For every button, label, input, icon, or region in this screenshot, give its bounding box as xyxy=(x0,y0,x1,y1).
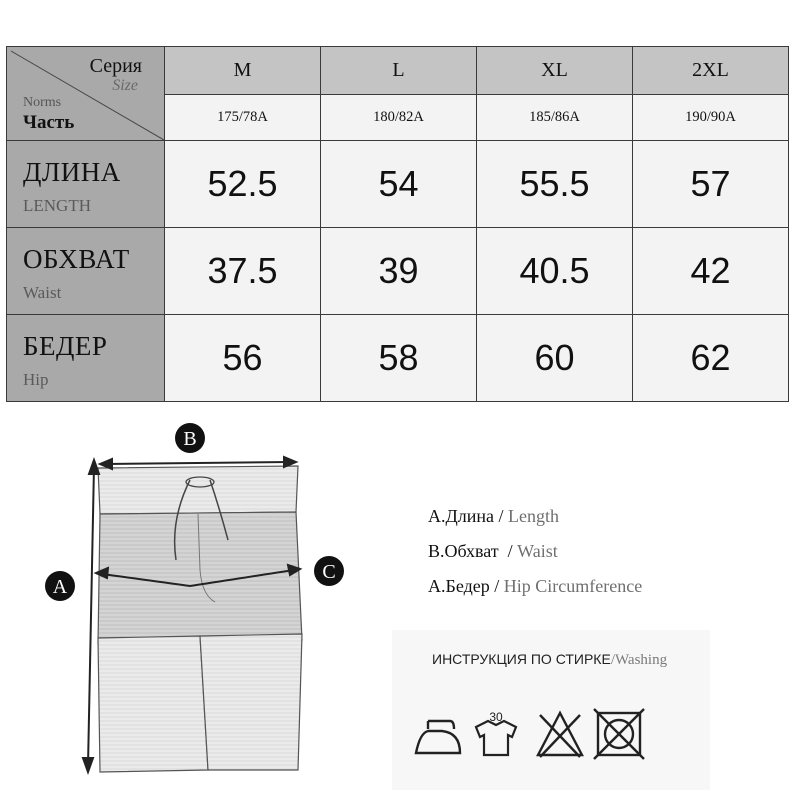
legend-item-waist xyxy=(428,538,642,573)
size-header-2xl: 2XL xyxy=(633,47,789,95)
svg-text:B: B xyxy=(183,428,197,450)
size-header-m: M xyxy=(165,47,321,95)
washing-title-ru: ИНСТРУКЦИЯ ПО СТИРКЕ xyxy=(432,651,611,667)
shorts-left-leg xyxy=(98,636,208,772)
size-table xyxy=(6,46,789,402)
row-label-ru: ДЛИНА xyxy=(23,157,121,187)
svg-text:C: C xyxy=(322,561,336,583)
washing-title-en: /Washing xyxy=(610,652,668,668)
hip-xl-value: 60 xyxy=(477,315,633,402)
legend-sep: / xyxy=(494,506,509,526)
table-row xyxy=(7,315,789,402)
no-tumble-dry-icon xyxy=(594,709,644,759)
row-label-waist xyxy=(7,228,165,315)
corner-series-label: Серия xyxy=(89,55,142,77)
no-bleach-icon xyxy=(538,713,582,757)
row-label-ru: ОБХВАТ xyxy=(23,244,130,274)
legend-ru: A.Бедер xyxy=(428,576,490,596)
row-label-en: Hip xyxy=(23,370,49,389)
table-corner-cell xyxy=(7,47,165,141)
shorts-diagram xyxy=(40,420,370,790)
row-label-hip xyxy=(7,315,165,402)
corner-part-label: Часть xyxy=(23,112,75,133)
legend-en: Waist xyxy=(517,541,558,561)
legend-en: Length xyxy=(508,506,560,526)
washing-title xyxy=(432,651,667,669)
waist-l-value: 39 xyxy=(321,228,477,315)
table-row xyxy=(7,141,789,228)
hand-wash-30-icon xyxy=(476,710,516,755)
shorts-right-leg xyxy=(200,634,302,770)
length-2xl-value: 57 xyxy=(633,141,789,228)
iron-icon xyxy=(416,721,460,753)
size-header-xl: XL xyxy=(477,47,633,95)
marker-a xyxy=(45,571,75,601)
marker-c xyxy=(314,556,344,586)
length-arrow xyxy=(83,460,99,772)
size-header-l: L xyxy=(321,47,477,95)
norm-xl: 185/86A xyxy=(477,94,633,140)
corner-norms-label: Norms xyxy=(23,95,62,110)
corner-size-label: Size xyxy=(112,77,138,94)
legend-ru: B.Обхват xyxy=(428,541,499,561)
table-row xyxy=(7,228,789,315)
legend-ru: A.Длина xyxy=(428,506,495,526)
length-xl-value: 55.5 xyxy=(477,141,633,228)
waist-2xl-value: 42 xyxy=(633,228,789,315)
hip-2xl-value: 62 xyxy=(633,315,789,402)
svg-text:30: 30 xyxy=(489,710,503,724)
length-m-value: 52.5 xyxy=(165,141,321,228)
legend-item-length xyxy=(428,503,642,538)
legend-sep: / xyxy=(489,576,504,596)
hip-m-value: 56 xyxy=(165,315,321,402)
measurement-legend xyxy=(428,503,642,608)
row-label-ru: БЕДЕР xyxy=(23,331,108,361)
legend-sep: / xyxy=(498,541,518,561)
waist-xl-value: 40.5 xyxy=(477,228,633,315)
legend-en: Hip Circumference xyxy=(503,576,643,596)
legend-item-hip xyxy=(428,573,642,608)
hip-l-value: 58 xyxy=(321,315,477,402)
waist-m-value: 37.5 xyxy=(165,228,321,315)
row-label-en: Waist xyxy=(23,283,62,302)
shorts-waistband xyxy=(98,466,298,514)
marker-b xyxy=(175,423,205,453)
washing-icons xyxy=(410,707,710,763)
norm-l: 180/82A xyxy=(321,94,477,140)
row-label-length xyxy=(7,141,165,228)
norm-m: 175/78A xyxy=(165,94,321,140)
size-header-row xyxy=(7,47,789,95)
svg-text:A: A xyxy=(52,576,68,598)
row-label-en: LENGTH xyxy=(23,196,91,215)
length-l-value: 54 xyxy=(321,141,477,228)
norm-2xl: 190/90A xyxy=(633,94,789,140)
